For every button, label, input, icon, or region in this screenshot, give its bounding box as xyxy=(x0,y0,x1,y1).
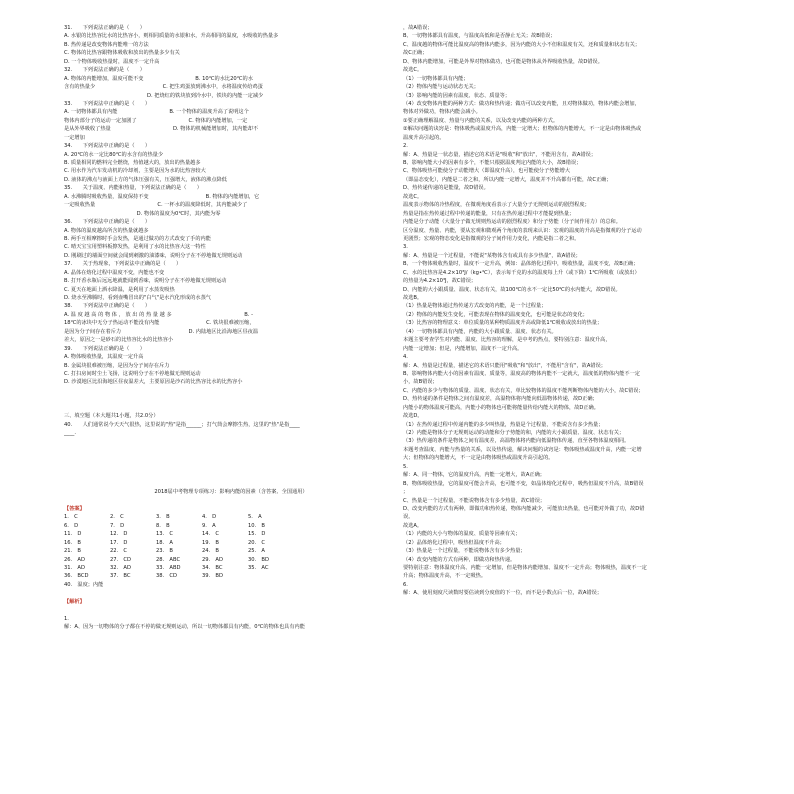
solution-line: 解：A、热量是一状态量，描述它的术语是"吸收"和"放出"，不能用含有，故A错误； xyxy=(403,151,597,158)
solution-line: 故C正确； xyxy=(403,50,428,57)
answer-cell: 32. AD xyxy=(110,565,131,571)
solution-line: 误。 xyxy=(403,514,414,521)
question-line: A. 温 度 越 高 的 物 体 ， 放 出 的 热 量 越 多 B. - xyxy=(64,311,254,318)
solution-line: D、改变内能的方式有两种，即做功和热传递，物体内能减少，可能放出热量，也可能对外做了功，故D错 xyxy=(403,505,645,512)
solution-line: （1）热量是物体通过热传递方式改变的内能，是一个过程量； xyxy=(403,303,547,310)
question-line: D. 把烧红的铁块放到冷水中，铁块的内能一定减少 xyxy=(64,92,264,99)
solution-line: B、一个物体吸收热量时，温度不一定升高，例如：晶体熔化过程中，吸收热量，温度不变，故B正确； xyxy=(403,261,639,268)
solution-line: D、内能的大小跟质量、温度、状态有关，故100℃的水不一定比50℃的水内能大，故D错误。 xyxy=(403,286,621,293)
answer-cell: 24. B xyxy=(202,548,219,555)
question-line: 39. 下列说法正确的是（ ） xyxy=(64,345,145,352)
solution-line: 故选C。 xyxy=(403,193,423,200)
question-line: 三、填空题（本大题共1小题，共2.0分） xyxy=(64,413,159,420)
solution-line: 内能是分子动能（大量分子做无规则热运动的剧烈程度）和分子势能（分子间作用力）的总和。 xyxy=(403,219,621,226)
answer-cell: 17. D xyxy=(110,539,128,546)
question-line: 40. 人们通常说今天天气很热，这里说的"热"是指______；打气筒会摩擦生热，这里的"热"是指____ xyxy=(64,421,300,428)
question-line: A. 晶体在熔化过程中温度不变，内能也不变 xyxy=(64,269,165,276)
question-line: 含有的热量少 C. 把生鸡蛋放到沸水中，水将温度传给鸡蛋 xyxy=(64,84,263,91)
solution-line: 故选C。 xyxy=(403,67,423,74)
question-line xyxy=(64,463,398,471)
question-line xyxy=(64,446,398,454)
question-line xyxy=(64,437,398,445)
answer-cell: 12. D xyxy=(110,531,128,538)
question-line: A. 物体吸收热量，其温度一定升高 xyxy=(64,354,144,361)
answer-cell: 11. D xyxy=(64,531,82,538)
answer-cell: 10. B xyxy=(248,522,265,529)
questions-block xyxy=(64,24,398,513)
question-line: 32. 下列说法正确的是（ ） xyxy=(64,67,145,74)
answer-cell: 16. B xyxy=(64,539,81,546)
question-line: 33. 下列说法中正确的是（ ） xyxy=(64,100,151,107)
solution-line: 解：A、热量是过程量，描述它的术语只能用"吸收"和"放出"，不能用"含有"，故A错误； xyxy=(403,362,606,369)
solution-line: 本题考查温度、内能与热量的关系，以及热传递，解决问题的诀窍是：物体吸热或温度升高，内能一定增 xyxy=(403,446,642,453)
solution-line: （2）内能是物体分子无规则运动的动能和分子势能的和，内能的大小跟质量、温度、状态有关； xyxy=(403,430,625,436)
solution-line: ，故A错误； xyxy=(403,25,433,31)
answer-cell: 19. B xyxy=(202,539,219,546)
answer-cell: 37. BC xyxy=(110,573,131,580)
question-line: B. 热传递是改变物体内能唯一的方法 xyxy=(64,41,149,48)
answer-cell: 38. CD xyxy=(156,573,178,580)
solution-line: （3）比热容的物理意义：单位质量的某种物质温度升高或降低1℃吸收或放出的热量； xyxy=(403,320,603,327)
solution-line: （3）热量是一个过程量，不能说物体含有多少热量； xyxy=(403,548,526,555)
solutions-block xyxy=(403,24,737,598)
question-line: D. 液体的沸点与液面上方的气体压强有关，压强增大，液体的沸点降低 xyxy=(64,176,227,183)
answer-cell: 31. AD xyxy=(64,565,85,571)
answer-cell: 7. D xyxy=(110,522,125,529)
question-line: 是因为分子间存在着斥力 D. 内陆地区比沿海地区昼夜温 xyxy=(64,328,259,335)
question-line: 是从外界吸收了热量 D. 物体的机械能增加时，其内能却不 xyxy=(64,126,259,133)
question-line: B. 打开香水瓶后远远地就能闻到香味，说明分子在不停地做无规则运动 xyxy=(64,278,227,285)
question-line: 【答案】 xyxy=(64,505,85,512)
answer-cell: 29. AD xyxy=(202,556,223,563)
solution-line: C、水的比热容是4.2×10³J/（kg•℃），表示每千克的水的温度每上升（或下降）1℃所吸收（或放出） xyxy=(403,269,640,276)
answer-cell xyxy=(294,522,338,530)
question-line xyxy=(64,480,398,488)
solution-line: 大；但物体的内能增大，不一定是由物体吸热或温度升高引起的。 xyxy=(403,455,554,462)
analysis-line: 1. xyxy=(64,615,69,622)
answer-cell xyxy=(294,530,338,538)
solution-line: 内能一定增加；但是，内能增加，温度不一定升高。 xyxy=(403,345,523,352)
question-line: C. 物体的比热容跟物体吸收和放出的热量多少有关 xyxy=(64,50,180,57)
solution-line: B、影响内能大小的因素有多个，不能只根据温度判定内能的大小，故B错误； xyxy=(403,160,582,166)
solution-line: C、热量是一个过程量，不能说物体含有多少热量，故C错误； xyxy=(403,497,546,504)
analysis-line: 解：A、因为一切物体的分子都在不停的做无规则运动，所以一切物体都具有内能，0℃的物体也具有内能 xyxy=(64,624,305,631)
answer-cell: 25. A xyxy=(248,548,265,555)
analysis-1-block xyxy=(64,615,398,632)
solution-line: D、热传递传递的是能量，故D错误。 xyxy=(403,185,489,192)
question-line: 34. 下列说法中正确的是（ ） xyxy=(64,143,151,150)
answer-cell: 18. A xyxy=(156,539,173,546)
solution-line: （2）物体的内能发生变化，可能表现在物体的温度变化，也可能是状态的变化； xyxy=(403,311,588,318)
question-line: C. 打扫房间时尘土飞扬，这说明分子在不停地做无规则运动 xyxy=(64,370,201,377)
question-line: 18℃的冰块中无分子热运动不能没有内能 C. 铁块很难被压缩， xyxy=(64,320,255,327)
solution-line: 热量是指在热传递过程中传递的能量，只有在热传递过程中才能提到热量； xyxy=(403,210,575,217)
solution-line: 故选B。 xyxy=(403,295,423,301)
solution-line: （2）晶体熔化过程中，吸热但温度不升高； xyxy=(403,539,505,546)
solution-line: （3）热传递的条件是物体之间有温度差，高温物体将内能向低温物体传递，直至各物体温度相同。 xyxy=(403,438,630,445)
question-line: 一定吸收热量 C. 一杯水的温度降低时，其内能减少了 xyxy=(64,202,248,209)
solution-line: 温度升高引起的。 xyxy=(403,134,445,141)
solution-line: 温度表示物体的冷热程度，在微观角度看表示了大量分子无规则运动的剧烈程度； xyxy=(403,202,590,209)
solution-line: （4）改变物体内能的两种方式：做功和热传递；做功可以改变内能，且对物体做功，物体内能会增加， xyxy=(403,100,640,107)
solution-line: D、物体内能增加，可能是外界对物体做功，也可能是物体从外界吸收热量，故D错误。 xyxy=(403,58,603,65)
solution-line: ； xyxy=(403,489,409,496)
question-line: 一定增加 xyxy=(64,134,85,141)
question-line: 38. 下列说法中正确的是（ ） xyxy=(64,303,151,310)
question-line: 35. 关于温度、内能和热量，下列说法正确的是（ ） xyxy=(64,185,202,192)
solution-line: C、物体吸热可能使分子动能增大（即温度升高），也可能使分子势能增大 xyxy=(403,168,571,175)
question-line: 37. 关于热现象，下列说法中正确的是（ ） xyxy=(64,261,182,268)
solution-line: 内能小的物体温度可能高，内能小的物体也可能将能量传给内能大的物体，故D正确。 xyxy=(403,404,599,411)
answer-cell: 34. BC xyxy=(202,565,223,571)
solution-line: 的热量为4.2×10³J，故C错误； xyxy=(403,278,477,285)
question-line: 物体内部分子的运动一定加剧了 C. 物体的内能增加，一定 xyxy=(64,117,248,124)
answer-40: 40. 温度；内能 xyxy=(64,581,104,588)
solution-line: 2. xyxy=(403,143,408,150)
question-line: B. 质量相同的燃料完全燃烧，热值越大的，放出的热量越多 xyxy=(64,160,201,166)
solution-line: （4）一切物体都具有内能，内能的大小跟质量、温度、状态有关。 xyxy=(403,328,557,335)
solution-line: 小，故B错误； xyxy=(403,379,438,386)
answer-cell xyxy=(294,513,338,521)
solution-line: C、温度越的物体可能比温度高的物体内能多，因为内能的大小不但和温度有关，还和质量和状态有关； xyxy=(403,41,641,48)
question-line: A. 水银的比热容比水的比热容小，则相同质量的水银和水，升高相同的温度，水吸收的热量多 xyxy=(64,33,279,40)
solution-line: D、热传递的条件是物体之间有温度差，高温物体将内能向低温物体传递，故D正确； xyxy=(403,396,598,403)
solution-line: ①要正确理解温度、热量与内能的关系，以及改变内能的两种方式。 xyxy=(403,117,559,124)
question-line: D. 一个物体吸收热量时，温度不一定升高 xyxy=(64,58,160,65)
solution-line: （1）在热传递过程中传递内能的多少叫热量，热量是个过程量，不能说含有多少热量； xyxy=(403,421,604,428)
question-line: D. 物体的温度为0℃时，其内能为零 xyxy=(64,210,221,217)
solution-line: 本题主要考查学生对内能、温度、比热容的理解，是中考的热点，要特别注意：温度升高， xyxy=(403,337,611,344)
solution-line: （2）物体内能与运动状态无关； xyxy=(403,84,479,91)
question-line xyxy=(64,471,398,479)
solution-line: （4）改变内能的方式有两种，即做功和热传递。 xyxy=(403,556,516,563)
answer-cell: 22. C xyxy=(110,548,128,555)
answer-cell: 35. AC xyxy=(248,565,269,571)
answer-cell: 33. ABD xyxy=(156,565,181,571)
answer-cell xyxy=(294,556,338,564)
solution-line: 解：A、同一物体，它的温度升高，内能一定增大，故A正确； xyxy=(403,472,545,479)
question-line xyxy=(64,497,398,505)
solution-line: 6. xyxy=(403,581,408,588)
question-line: A. 20℃的水一定比80℃的水含有的热量少 xyxy=(64,151,164,158)
question-line: D. 烧水至沸腾时，看到壶嘴冒出的"白气"是水汽化形成的水蒸气 xyxy=(64,295,211,301)
question-line: D. 沙漠地区比沿海地区昼夜温差大，主要原因是沙石的比热容比水的比热容小 xyxy=(64,379,243,386)
question-line: ____. xyxy=(64,430,77,436)
solution-line: 区分温度、热量、内能，要从宏观和微观两个角度的表现来认识：宏观的温度的升高是指微观的分子运动 xyxy=(403,227,642,234)
answer-cell: 39. BD xyxy=(202,573,223,580)
solution-line: （1）内能的大小与物体的温度、质量等因素有关； xyxy=(403,531,521,538)
solution-line: C、内能的多少与物体的质量、温度、状态有关，单比较物体的温度不能判断物体内能的大小，故C错误； xyxy=(403,387,644,394)
solution-line: 要特别注意：物体温度升高、内能一定增加，但是物体内能增加、温度不一定升高；物体吸热，温度不一定 xyxy=(403,565,647,571)
solution-line: ②解决问题的诀窍是：物体吸热或温度升高，内能一定增大；但物体的内能增大，不一定是由物体吸热或 xyxy=(403,126,642,133)
solution-line: 3. xyxy=(403,244,408,251)
solution-line: 故选D。 xyxy=(403,413,423,420)
solution-line: （1）一切物体都具有内能； xyxy=(403,75,469,82)
answer-cell: 30. BD xyxy=(248,556,269,563)
answer-cell: 36. BCD xyxy=(64,573,89,580)
answer-cell: 21. B xyxy=(64,548,81,555)
question-line: 2018届中考物理专项练习：影响内能的因素（含答案、全国通用） xyxy=(154,489,308,496)
question-line: A. 水沸腾时吸收热量，温度保持不变 B. 物体的内能增加，它 xyxy=(64,193,260,200)
solution-line: B、一切物体都具有温度，与温度高低和是否静止无关；故B错误； xyxy=(403,33,556,40)
answer-cell: 1. C xyxy=(64,514,78,521)
question-line: B. 两手互相摩擦时手会发热，是通过做功的方式改变了手的内能 xyxy=(64,235,211,242)
question-line: C. 用水作为汽车发动机的冷却剂，主要是因为水的比热容较大 xyxy=(64,168,206,175)
question-line: A. 物体的温度越高所含的热量就越多 xyxy=(64,227,149,234)
answer-cell: 20. C xyxy=(248,539,266,546)
solution-line: B、物体吸收热量，它的温度可能会升高，也可能不变，如晶体熔化过程中，吸热但温度不升高，故B错误 xyxy=(403,480,644,487)
solution-line: （即晶态变化），内能是二者之和，所以内能一定增大，温度并不升高都有可能，故C正确； xyxy=(403,176,612,183)
solution-line: B、影响物体内能大小的因素有温度、质量等，温度高的物体内能不一定就大，温度低的物体内能不一定 xyxy=(403,370,640,377)
answer-cell: 4. D xyxy=(202,514,217,521)
answer-cell: 9. A xyxy=(202,522,216,529)
question-line: C. 夏天在地面上洒水降温，是利用了水蒸发吸热 xyxy=(64,286,175,293)
solution-line: 解：A、热量是一个过程量，不能说"某物体含有或具有多少热量"，故A错误； xyxy=(403,252,581,259)
question-line: 36. 下列说法中正确的是（ ） xyxy=(64,219,151,226)
answer-cell: 3. B xyxy=(156,514,170,521)
solution-line: 升高；物体温度升高，不一定吸热。 xyxy=(403,573,487,580)
answer-cell: 15. D xyxy=(248,531,266,538)
solution-line: 物体对外做功，物体内能会减小。 xyxy=(403,109,481,116)
question-line: 31. 下列说法正确的是（ ） xyxy=(64,25,145,31)
answer-cell: 27. CD xyxy=(110,556,132,563)
question-line xyxy=(64,404,398,412)
answer-cell: 26. AD xyxy=(64,556,85,563)
solution-line: 5. xyxy=(403,463,408,470)
answer-grid xyxy=(64,513,398,581)
question-line: B. 金属块很难被压缩，是因为分子间存在斥力 xyxy=(64,362,170,369)
answer-cell xyxy=(294,572,338,580)
answer-cell xyxy=(248,572,292,580)
left-column xyxy=(64,24,398,632)
analysis-heading: 【解析】 xyxy=(64,598,85,605)
answer-cell: 5. A xyxy=(248,514,262,521)
solution-line: 更剧烈；宏观的物态变化是指微观的分子间作用力变化，内能是指二者之和。 xyxy=(403,235,580,242)
question-line: A. 物体的内能增加，温度可能不变 B. 10℃的水比20℃的水 xyxy=(64,75,253,82)
answer-cell: 6. D xyxy=(64,522,79,529)
question-line xyxy=(64,387,398,395)
answer-cell: 8. B xyxy=(156,522,170,529)
solution-line: 4. xyxy=(403,354,408,361)
answer-cell: 28. ABC xyxy=(156,556,181,563)
answer-cell xyxy=(294,539,338,547)
answer-cell: 13. C xyxy=(156,531,174,538)
answer-cell: 14. C xyxy=(202,531,220,538)
answer-cell: 23. B xyxy=(156,548,173,555)
question-line: C. 晴天宝宝用塑料板擦发热，是利用了水的比热容大这一特性 xyxy=(64,244,206,251)
solution-line: 故选A。 xyxy=(403,522,423,529)
right-column xyxy=(403,24,737,598)
question-line xyxy=(64,454,398,462)
answer-cell xyxy=(294,564,338,572)
solution-line: （3）影响内能的因素有温度、状态、质量等； xyxy=(403,92,511,99)
question-line xyxy=(64,395,398,403)
question-line: A. 一切物体都具有内能 B. 一个物体的温度升高了说明这个 xyxy=(64,109,249,116)
answer-cell xyxy=(294,547,338,555)
question-line: 差大，原因之一是砂石的比热容比水的比热容小 xyxy=(64,337,173,344)
answer-cell: 2. C xyxy=(110,514,124,521)
solution-line: 解：A、使用刻度尺读数时要估读到分度值的下一位，而不是小数点后一位，故A错误； xyxy=(403,590,603,597)
question-line: D. 刚刷过的墙面空间就会闻到刺激的油漆味，说明分子在不停地做无规则运动 xyxy=(64,252,243,259)
